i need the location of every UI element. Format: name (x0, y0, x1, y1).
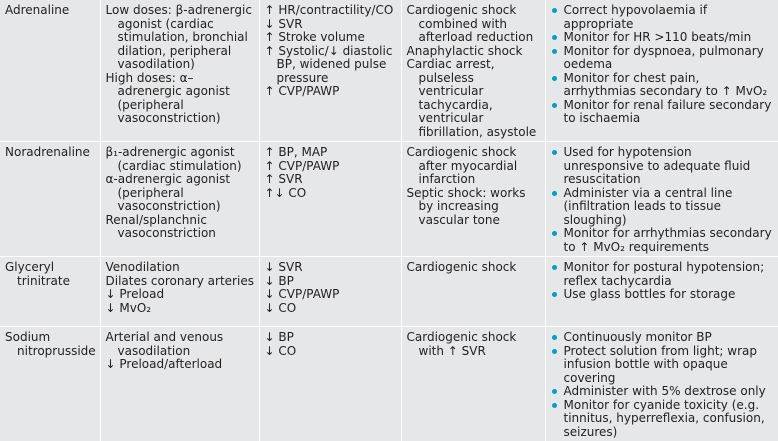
action-item: α-adrenergic agonist (peripheral vasoconstriction) (106, 173, 255, 214)
consideration-item: Protect solution from light; wrap infusion bottle with opaque covering (551, 345, 775, 386)
drug-name: Adrenaline (5, 3, 69, 17)
consideration-item: Monitor for chest pain, arrhythmias secondary to ↑ MvO₂ (551, 72, 775, 99)
table-row (0, 257, 778, 327)
effect-item: ↓ CVP/PAWP (265, 288, 397, 302)
indication-item: Cardiac arrest, pulseless ventricular tachycardia, ventricular fibrillation, asystole (407, 58, 541, 139)
table-row (0, 327, 778, 441)
indication-item: Cardiogenic shock with ↑ SVR (407, 331, 541, 358)
indication-item: Septic shock: works by increasing vascular tone (407, 187, 541, 228)
effect-item: ↑↓ CO (265, 187, 397, 201)
effect-item: ↑ SVR (265, 173, 397, 187)
effects-cell (259, 327, 401, 441)
indication-item: Cardiogenic shock combined with afterload reduction (407, 4, 541, 45)
action-item: ↓ Preload (106, 288, 255, 302)
action-item: Arterial and venous vasodilation (106, 331, 255, 358)
drug-name: Sodium nitroprusside (5, 331, 96, 358)
action-item: Venodilation (106, 261, 255, 275)
action-item: Low doses: β-adrenergic agonist (cardiac stimulation, bronchial dilation, peripheral vasodilation) (106, 4, 255, 72)
consideration-item: Monitor for arrhythmias secondary to ↑ MvO₂ requirements (551, 227, 775, 254)
action-item: β₁-adrenergic agonist (cardiac stimulation) (106, 146, 255, 173)
drug-name-cell (0, 142, 100, 257)
considerations-cell (545, 142, 778, 257)
action-item: ↓ MvO₂ (106, 302, 255, 316)
drug-name: Noradrenaline (5, 145, 90, 159)
consideration-item: Correct hypovolaemia if appropriate (551, 4, 775, 31)
action-item: Dilates coronary arteries (106, 275, 255, 289)
drug-name-cell (0, 0, 100, 142)
action-cell (100, 0, 259, 142)
indications-cell (401, 257, 545, 327)
indication-item: Cardiogenic shock after myocardial infarction (407, 146, 541, 187)
effects-cell (259, 257, 401, 327)
consideration-item: Continuously monitor BP (551, 331, 775, 345)
consideration-item: Monitor for renal failure secondary to ischaemia (551, 99, 775, 126)
effect-item: ↑ BP, MAP (265, 146, 397, 160)
effect-item: ↑ HR/contractility/CO (265, 4, 397, 18)
effects-cell (259, 142, 401, 257)
consideration-item: Administer with 5% dextrose only (551, 385, 775, 399)
effect-item: ↑ Stroke volume (265, 31, 397, 45)
action-cell (100, 327, 259, 441)
indication-item: Anaphylactic shock (407, 45, 541, 59)
effect-item: ↑ Systolic/↓ diastolic BP, widened pulse pressure (265, 45, 397, 86)
effect-item: ↓ BP (265, 275, 397, 289)
effect-item: ↓ BP (265, 331, 397, 345)
drug-name: Glyceryl trinitrate (5, 261, 96, 288)
consideration-item: Used for hypotension unresponsive to adequate fluid resuscitation (551, 146, 775, 187)
indications-cell (401, 0, 545, 142)
drug-name-cell (0, 327, 100, 441)
consideration-item: Monitor for postural hypotension; reflex tachycardia (551, 261, 775, 288)
effect-item: ↓ CO (265, 302, 397, 316)
effect-item: ↑ CVP/PAWP (265, 160, 397, 174)
effect-item: ↓ SVR (265, 18, 397, 32)
indications-cell (401, 327, 545, 441)
effects-cell (259, 0, 401, 142)
consideration-item: Use glass bottles for storage (551, 288, 775, 302)
considerations-cell (545, 0, 778, 142)
considerations-cell (545, 327, 778, 441)
consideration-item: Monitor for cyanide toxicity (e.g. tinnitus, hyperreflexia, confusion, seizures) (551, 399, 775, 440)
consideration-item: Monitor for HR >110 beats/min (551, 31, 775, 45)
drug-name-cell (0, 257, 100, 327)
action-item: High doses: α–adrenergic agonist (peripheral vasoconstriction) (106, 72, 255, 126)
considerations-cell (545, 257, 778, 327)
action-item: Renal/splanchnic vasoconstriction (106, 214, 255, 241)
effect-item: ↑ CVP/PAWP (265, 85, 397, 99)
table-row (0, 142, 778, 257)
action-cell (100, 257, 259, 327)
consideration-item: Monitor for dyspnoea, pulmonary oedema (551, 45, 775, 72)
consideration-item: Administer via a central line (infiltration leads to tissue sloughing) (551, 187, 775, 228)
table-row (0, 0, 778, 142)
action-cell (100, 142, 259, 257)
action-item: ↓ Preload/afterload (106, 358, 255, 372)
indication-item: Cardiogenic shock (407, 261, 541, 275)
indications-cell (401, 142, 545, 257)
effect-item: ↓ CO (265, 345, 397, 359)
effect-item: ↓ SVR (265, 261, 397, 275)
